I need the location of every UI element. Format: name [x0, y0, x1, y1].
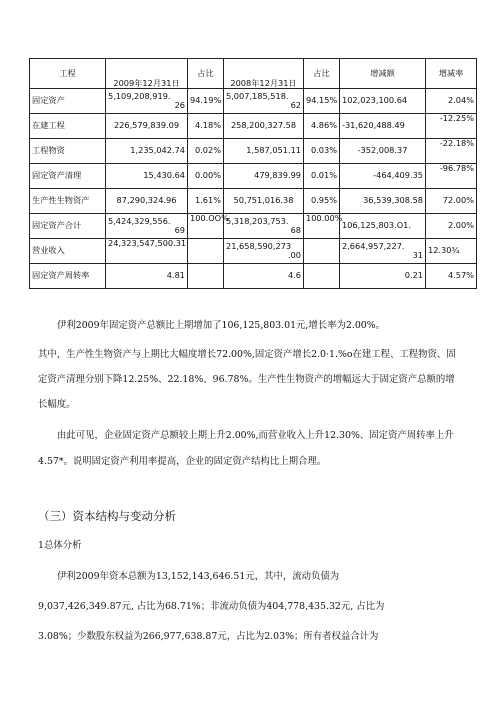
- cell-rate: 4.57%: [426, 264, 477, 289]
- paragraph-capital-line2: 9,037,426,349.87元, 占比为68.71%；非流动负债为404,778,435.32元, 占比为: [38, 601, 385, 612]
- cell-2009: 226,579,839.09: [106, 114, 188, 139]
- cell-ratio-2008: [304, 264, 340, 289]
- cell-ratio-2009: 100.OO%: [188, 214, 224, 239]
- cell-2009: 24,323,547,500.31: [106, 239, 188, 264]
- row-label: 在建工程: [30, 114, 106, 139]
- subsection-title: 1总体分析: [38, 540, 82, 551]
- cell-2009: 5,109,208,919. 26: [106, 89, 188, 114]
- row-label: 生产性生物资产: [30, 189, 106, 214]
- fixed-assets-table: [29, 58, 477, 289]
- header-diff: 增减额: [340, 59, 426, 89]
- paragraph-detail-line2: 定资产清理分别下降12.25%、22.18%、96.78%。生产性生物资产的增幅远大于固定资产总额的增: [38, 374, 455, 385]
- cell-ratio-2008: 100.00%: [304, 214, 340, 239]
- cell-ratio-2009: 0.02%: [188, 139, 224, 164]
- cell-2008: 4.6: [224, 264, 304, 289]
- section-title: （三）资本结构与变动分析: [38, 509, 176, 523]
- cell-2008: 258,200,327.58: [224, 114, 304, 139]
- table-row: [30, 239, 477, 264]
- header-rate: 增减率: [426, 59, 477, 89]
- header-2009: 2009年12月31日: [106, 59, 188, 89]
- table-header-row: [30, 59, 477, 89]
- cell-diff: 2,664,957,227. 31: [340, 239, 426, 264]
- cell-diff: -464,409.35: [340, 164, 426, 189]
- cell-ratio-2009: 1.61%: [188, 189, 224, 214]
- paragraph-detail-line3: 长幅度。: [38, 399, 76, 410]
- paragraph-capital-line3: 3.08%；少数股东权益为266,977,638.87元，占比为2.03%；所有者权益合计为: [38, 631, 379, 642]
- paragraph-conclusion-line2: 4.57*。说明固定资产利用率提高，企业的固定资产结构比上期合理。: [38, 456, 327, 467]
- cell-2009: 15,430.64: [106, 164, 188, 189]
- paragraph-capital-line1: 伊利2009年资本总额为13,152,143,646.51元，其中，流动负债为: [57, 571, 340, 582]
- cell-2008: 479,839.99: [224, 164, 304, 189]
- paragraph-detail-line1: 其中，生产性生物资产与上期比大幅度增长72.00%,固定资产增长2.0·1.%o在建工程、工程物资、固: [38, 349, 456, 360]
- table-row: [30, 89, 477, 114]
- row-label: 固定资产清理: [30, 164, 106, 189]
- cell-ratio-2008: 94.15%: [304, 89, 340, 114]
- cell-ratio-2009: 94.19%: [188, 89, 224, 114]
- table-row: [30, 214, 477, 239]
- paragraph-conclusion-line1: 由此可见，企业固定资产总额较上期上升2.00%,而营业收入上升12.30%、固定资产周转率上升: [57, 430, 454, 441]
- cell-rate: -22.18%: [426, 139, 477, 164]
- cell-ratio-2008: 0.01%: [304, 164, 340, 189]
- cell-2009: 87,290,324.96: [106, 189, 188, 214]
- cell-diff: 0.21: [340, 264, 426, 289]
- cell-diff: -31,620,488.49: [340, 114, 426, 139]
- cell-rate: -12.25%: [426, 114, 477, 139]
- cell-rate: -96.78%: [426, 164, 477, 189]
- cell-diff: 102,023,100.64: [340, 89, 426, 114]
- cell-2008: 5,007,185,518. 62: [224, 89, 304, 114]
- cell-2008: 1,587,051.11: [224, 139, 304, 164]
- header-item: 工程: [30, 59, 106, 89]
- cell-rate: 2.04%: [426, 89, 477, 114]
- row-label: 工程物资: [30, 139, 106, 164]
- cell-diff: -352,008.37: [340, 139, 426, 164]
- table-row: [30, 139, 477, 164]
- cell-2009: 5,424,329,556. 69: [106, 214, 188, 239]
- row-label: 营业收入: [30, 239, 106, 264]
- cell-2008: 21,658,590,273 .00: [224, 239, 304, 264]
- paragraph-summary: 伊利2009年固定资产总额比上期增加了106,125,803.01元,增长率为2.00%。: [57, 320, 386, 331]
- cell-ratio-2009: [188, 239, 224, 264]
- header-ratio-2009: 占比: [188, 59, 224, 89]
- table-row: [30, 114, 477, 139]
- table-row: [30, 189, 477, 214]
- row-label: 固定资产: [30, 89, 106, 114]
- cell-rate: 2.00%: [426, 214, 477, 239]
- cell-2008: 50,751,016.38: [224, 189, 304, 214]
- table-row: [30, 164, 477, 189]
- header-2008: 2008年12月31日: [224, 59, 304, 89]
- cell-ratio-2008: 0.95%: [304, 189, 340, 214]
- cell-diff: 106,125,803.O1.: [340, 214, 426, 239]
- row-label: 固定资产周转率: [30, 264, 106, 289]
- cell-2008: 5,318,203,753. 68: [224, 214, 304, 239]
- cell-ratio-2009: 0.00%: [188, 164, 224, 189]
- table-row: [30, 264, 477, 289]
- cell-rate: 72.00%: [426, 189, 477, 214]
- cell-ratio-2008: [304, 239, 340, 264]
- cell-ratio-2009: [188, 264, 224, 289]
- cell-ratio-2008: 4.86%: [304, 114, 340, 139]
- cell-2009: 1,235,042.74: [106, 139, 188, 164]
- header-ratio-2008: 占比: [304, 59, 340, 89]
- cell-ratio-2008: 0.03%: [304, 139, 340, 164]
- row-label: 固定资产合计: [30, 214, 106, 239]
- cell-rate: 12.30¾: [426, 239, 477, 264]
- cell-diff: 36,539,308.58: [340, 189, 426, 214]
- cell-ratio-2009: 4.18%: [188, 114, 224, 139]
- cell-2009: 4.81: [106, 264, 188, 289]
